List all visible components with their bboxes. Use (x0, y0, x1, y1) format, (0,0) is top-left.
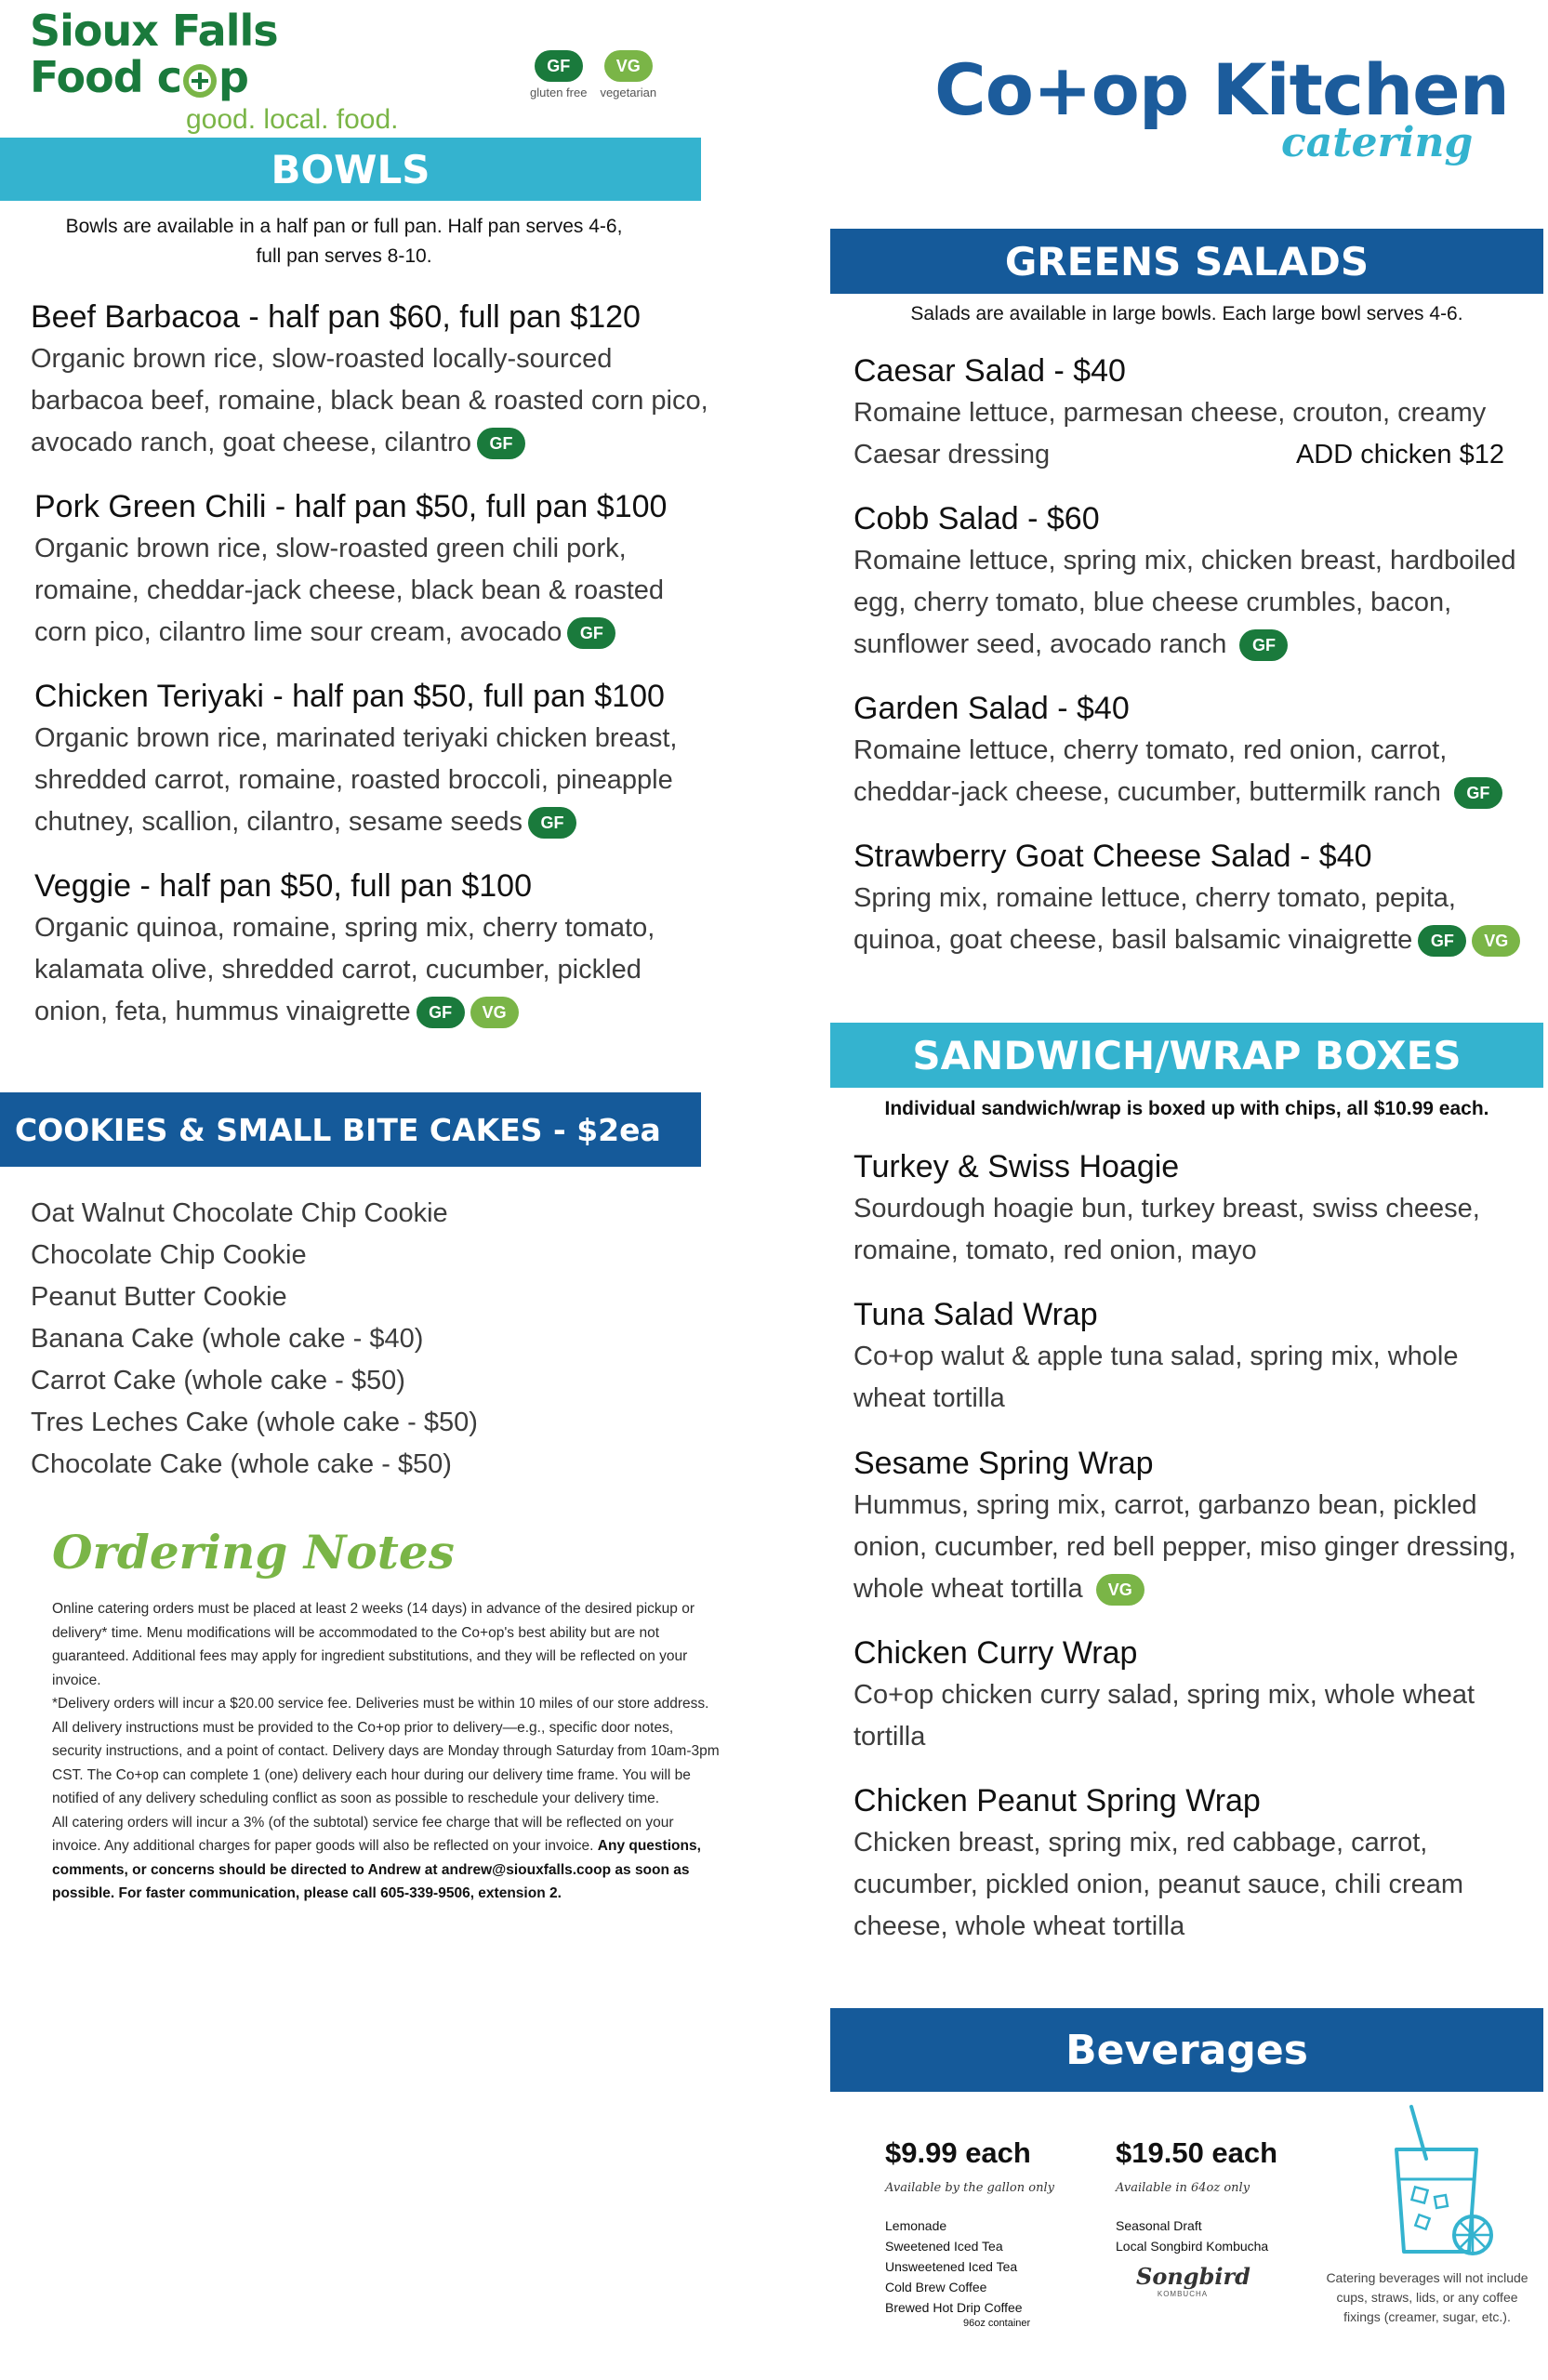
beverage-item: Seasonal Draft (1116, 2218, 1202, 2233)
beverage-disclaimer: Catering beverages will not include cups, straws, lids, or any coffee fixings (creamer, sugar, etc.). (1326, 2270, 1528, 2324)
notes-paragraph: *Delivery orders will incur a $20.00 service fee. Deliveries must be within 10 miles of our store address. All delivery instructions must be provided to the Co+op prior to delivery—e.g., specific door notes, security instructions, and a point of contact. Delivery days are Monday through Saturday from 10am-3pm CST. The Co+op can complete 1 (one) delivery each hour during our delivery time frame. You will be notified of any delivery scheduling conflict as soon as possible to reschedule your delivery time. (52, 1696, 720, 1806)
cookies-heading: COOKIES & SMALL BITE CAKES - $2ea (0, 1092, 701, 1167)
beverage-item: Lemonade (885, 2218, 947, 2233)
gf-badge: GF (477, 428, 525, 459)
brand-line-2-post: p (218, 52, 248, 102)
sandwich-intro: Individual sandwich/wrap is boxed up with chips, all $10.99 each. (884, 1098, 1489, 1119)
bowl-item-line: kalamata olive, shredded carrot, cucumber, pickled (34, 955, 642, 985)
gf-badge: GF (1239, 629, 1288, 661)
cookie-item: Peanut Butter Cookie (31, 1282, 287, 1312)
sandwich-item-title: Tuna Salad Wrap (853, 1297, 1098, 1332)
vg-badge: VG (1096, 1574, 1144, 1606)
bowl-item-line: barbacoa beef, romaine, black bean & roasted corn pico, (31, 386, 708, 416)
songbird-logo-word: Songbird (1136, 2263, 1250, 2290)
sandwich-item (853, 1632, 1475, 1758)
beverage-column (885, 2136, 1054, 2329)
bowl-item-line: Organic quinoa, romaine, spring mix, cherry tomato, (34, 913, 655, 943)
salad-item-title: Cobb Salad - $60 (853, 501, 1100, 536)
sandwich-item-line: cheese, whole wheat tortilla (853, 1911, 1185, 1941)
brand-tagline: good. local. food. (186, 104, 399, 135)
bowl-item-title: Chicken Teriyaki - half pan $50, full pan $100 (34, 679, 665, 714)
bowls-intro (0, 212, 688, 271)
bowl-item-line: romaine, cheddar-jack cheese, black bean & roasted (34, 575, 665, 605)
greens-intro: Salads are available in large bowls. Each large bowl serves 4-6. (910, 303, 1463, 324)
sandwich-item-line: onion, cucumber, red bell pepper, miso ginger dressing, (853, 1532, 1516, 1562)
beverage-price: $9.99 each (885, 2136, 1031, 2169)
beverage-item: Brewed Hot Drip Coffee (885, 2300, 1023, 2315)
notes-contact-bold: Any questions, comments, or concerns should be directed to Andrew at andrew@siouxfalls.coop (52, 1838, 701, 1878)
bowl-item-line: Organic brown rice, slow-roasted green chili pork, (34, 534, 627, 563)
page-title: Co+op Kitchen (934, 48, 1509, 131)
bowls-intro-line-2: full pan serves 8-10. (256, 245, 432, 267)
songbird-logo-small: KOMBUCHA (1157, 2290, 1209, 2298)
salad-item-line: Romaine lettuce, cherry tomato, red onion, carrot, (853, 735, 1448, 765)
bowl-item-line (34, 991, 655, 1033)
salad-item-line-text: cheddar-jack cheese, cucumber, buttermilk ranch (853, 777, 1441, 807)
cookie-item: Banana Cake (whole cake - $40) (31, 1324, 424, 1354)
bowl-item-line-text: onion, feta, hummus vinaigrette (34, 997, 411, 1026)
beverage-item: Sweetened Iced Tea (885, 2239, 1003, 2254)
bowl-item-line-text: avocado ranch, goat cheese, cilantro (31, 428, 471, 457)
ordering-notes-body (52, 1597, 721, 1906)
salad-item-line-text: quinoa, goat cheese, basil balsamic vinaigrette (853, 925, 1413, 955)
vg-badge: VG (604, 50, 653, 82)
bowls-intro-line-1: Bowls are available in a half pan or full pan. Half pan serves 4-6, (65, 216, 623, 237)
brand-line-2-pre: Food c (30, 52, 181, 102)
salad-item-line-text: sunflower seed, avocado ranch (853, 629, 1227, 659)
greens-heading: GREENS SALADS (830, 229, 1543, 294)
legend-gf (530, 50, 587, 99)
bowl-item-line (34, 612, 667, 654)
salad-item-line: Romaine lettuce, spring mix, chicken breast, hardboiled (853, 546, 1516, 575)
bowl-item-line: Organic brown rice, marinated teriyaki chicken breast, (34, 723, 678, 753)
sandwich-item-line: wheat tortilla (853, 1383, 1005, 1413)
brand-line-1: Sioux Falls (30, 6, 278, 56)
beverage-list (1116, 2215, 1277, 2256)
bowl-item (31, 296, 708, 464)
sandwich-item-line-text: whole wheat tortilla (853, 1574, 1083, 1604)
beverage-price: $19.50 each (1116, 2136, 1278, 2169)
vg-badge: VG (470, 997, 519, 1028)
bowl-item-line-text: chutney, scallion, cilantro, sesame seeds (34, 807, 523, 837)
sandwich-item-line: Hummus, spring mix, carrot, garbanzo bean, pickled (853, 1490, 1477, 1520)
beverages-heading: Beverages (830, 2008, 1543, 2092)
beverage-glass-icon (1383, 2103, 1504, 2261)
bowl-item-title: Beef Barbacoa - half pan $60, full pan $120 (31, 299, 641, 335)
cookies-list (31, 1193, 478, 1486)
salad-item-title: Garden Salad - $40 (853, 691, 1130, 726)
salad-item-line (853, 772, 1502, 813)
sandwich-item-title: Turkey & Swiss Hoagie (853, 1149, 1180, 1184)
beverage-note: Available in 64oz only (1116, 2181, 1250, 2195)
legend-vg (600, 50, 656, 99)
notes-paragraph: Online catering orders must be placed at least 2 weeks (14 days) in advance of the desired pickup or delivery* time. Menu modifications will be accommodated to the Co+op's best ability but are not guaranteed. Additional fees may apply for ingredient substitutions, and they will be reflected on your invoice. (52, 1601, 695, 1688)
salad-item-title: Caesar Salad - $40 (853, 353, 1126, 389)
sandwich-item-title: Chicken Peanut Spring Wrap (853, 1783, 1261, 1818)
salad-item-line (853, 624, 1515, 666)
sandwich-item-title: Sesame Spring Wrap (853, 1446, 1154, 1481)
sandwich-item-line: cucumber, pickled onion, peanut sauce, chili cream (853, 1870, 1464, 1899)
bowl-item-line: Organic brown rice, slow-roasted locally-sourced (31, 344, 613, 374)
salad-item (853, 835, 1520, 961)
salad-item (853, 497, 1515, 666)
sandwich-heading: SANDWICH/WRAP BOXES (830, 1023, 1543, 1088)
salad-item-line-text: Caesar dressing (853, 440, 1051, 469)
songbird-logo (1136, 2263, 1250, 2298)
salad-item-line (853, 919, 1520, 961)
sandwich-item (853, 1442, 1516, 1610)
bowl-item-line-text: corn pico, cilantro lime sour cream, avocado (34, 617, 562, 647)
sandwich-item-line: Co+op chicken curry salad, spring mix, whole wheat (853, 1680, 1475, 1710)
beverage-note: Available by the gallon only (885, 2181, 1054, 2195)
sandwich-item-line: tortilla (853, 1722, 926, 1752)
page-subtitle: catering (1281, 119, 1474, 166)
sandwich-item-line: romaine, tomato, red onion, mayo (853, 1236, 1257, 1265)
legend-vg-label: vegetarian (600, 86, 657, 99)
salad-item (853, 687, 1502, 813)
sandwich-item-line: Co+op walut & apple tuna salad, spring mix, whole (853, 1342, 1459, 1371)
cookie-item: Carrot Cake (whole cake - $50) (31, 1366, 405, 1395)
beverage-item: Cold Brew Coffee (885, 2280, 987, 2294)
gf-badge: GF (528, 807, 576, 839)
bowl-item-line (31, 422, 708, 464)
cookie-item: Oat Walnut Chocolate Chip Cookie (31, 1198, 448, 1228)
salad-item-line (853, 434, 1504, 476)
gf-badge: GF (1418, 925, 1466, 957)
bowl-item (34, 865, 655, 1033)
add-chicken-note: ADD chicken $12 (1295, 440, 1504, 469)
salad-item-title: Strawberry Goat Cheese Salad - $40 (853, 839, 1372, 874)
sandwich-item-line: Sourdough hoagie bun, turkey breast, swiss cheese, (853, 1194, 1480, 1223)
dietary-legend (530, 50, 656, 99)
notes-paragraph-text: All catering orders will incur a 3% (of the subtotal) service fee charge that will be reflected on your invoice. Any additional charges for paper goods will also be reflected on your invoice. (52, 1814, 674, 1854)
beverage-item: Local Songbird Kombucha (1116, 2239, 1269, 2254)
gf-badge: GF (535, 50, 583, 82)
bowls-heading: BOWLS (0, 138, 701, 201)
bowl-item-title: Pork Green Chili - half pan $50, full pan $100 (34, 489, 668, 524)
sandwich-item-line: Chicken breast, spring mix, red cabbage, carrot, (853, 1828, 1428, 1858)
salad-item-line: egg, cherry tomato, blue cheese crumbles, bacon, (853, 588, 1452, 617)
sandwich-item (853, 1145, 1480, 1272)
beverage-container-note: 96oz container (963, 2318, 1031, 2329)
brand-logo (30, 7, 399, 136)
bowl-item-title: Veggie - half pan $50, full pan $100 (34, 868, 532, 904)
bowl-item-line (34, 801, 677, 843)
legend-gf-label: gluten free (530, 86, 588, 99)
coop-plus-icon (183, 64, 217, 98)
cookie-item: Tres Leches Cake (whole cake - $50) (31, 1408, 478, 1437)
bowl-item-line: shredded carrot, romaine, roasted broccoli, pineapple (34, 765, 673, 795)
vg-badge: VG (1472, 925, 1520, 957)
sandwich-item-title: Chicken Curry Wrap (853, 1635, 1138, 1671)
brand-line-2 (30, 54, 399, 100)
beverage-item: Unsweetened Iced Tea (885, 2259, 1018, 2274)
gf-badge: GF (417, 997, 465, 1028)
notes-contact-end: as soon as possible. For faster communication, please call 605-339-9506, extension 2. (52, 1861, 690, 1901)
beverage-column (1116, 2136, 1277, 2256)
ordering-notes-title: Ordering Notes (52, 1525, 455, 1580)
bowl-item (34, 485, 667, 654)
sandwich-item (853, 1779, 1463, 1948)
gf-badge: GF (567, 617, 615, 649)
notes-paragraph (52, 1811, 721, 1906)
cookie-item: Chocolate Chip Cookie (31, 1240, 307, 1270)
bowl-item (34, 675, 677, 843)
sandwich-item-line (853, 1568, 1516, 1610)
beverage-list (885, 2215, 1054, 2329)
salad-item-line: Romaine lettuce, parmesan cheese, crouton, creamy (853, 398, 1487, 428)
sandwich-item (853, 1293, 1458, 1420)
salad-item (853, 350, 1504, 476)
cookie-item: Chocolate Cake (whole cake - $50) (31, 1449, 452, 1479)
salad-item-line: Spring mix, romaine lettuce, cherry tomato, pepita, (853, 883, 1456, 913)
gf-badge: GF (1454, 777, 1502, 809)
